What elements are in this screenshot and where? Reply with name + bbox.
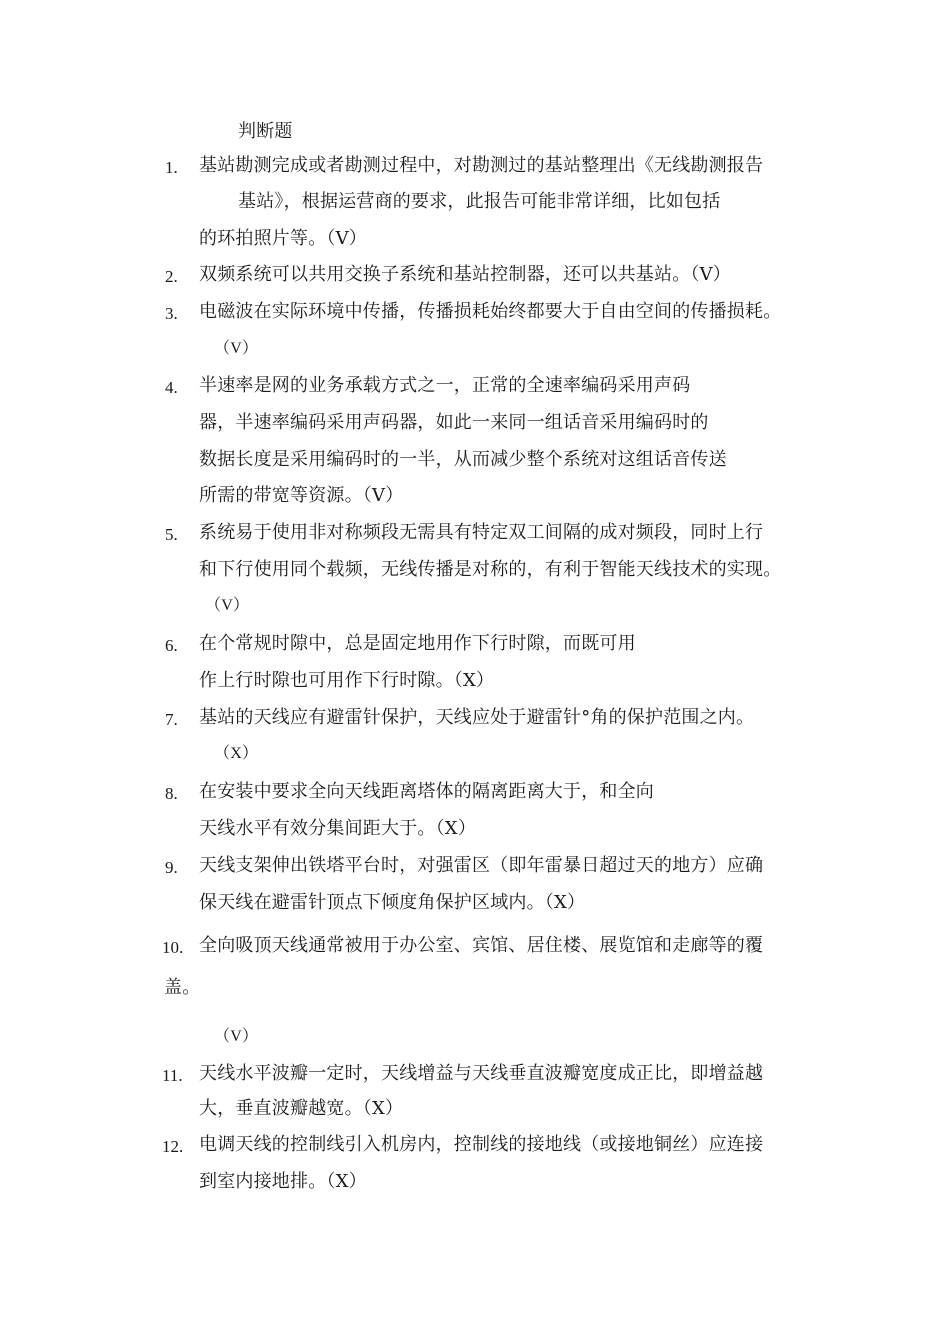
question-text: 盖。 [164, 977, 201, 998]
question-text: 全向吸顶天线通常被用于办公室、宾馆、居住楼、展览馆和走廊等的覆 [199, 935, 764, 956]
answer-mark: （V） [214, 340, 259, 357]
question-text: 在安装中要求全向天线距离塔体的隔离距离大于，和全向 [199, 781, 654, 802]
question-text: 的环拍照片等。（V） [199, 228, 367, 249]
question-text: 基站勘测完成或者勘测过程中，对勘测过的基站整理出《无线勘测报告 [199, 155, 764, 176]
question-text: 在个常规时隙中，总是固定地用作下行时隙，而既可用 [199, 633, 636, 654]
question-number: 1. [165, 158, 178, 177]
question-text: 基站的天线应有避雷针保护，天线应处于避雷针°角的保护范围之内。 [199, 707, 755, 728]
page-title: 判断题 [238, 121, 293, 142]
question-text: 所需的带宽等资源。（V） [199, 485, 404, 506]
question-text: 天线水平有效分集间距大于。（X） [199, 818, 477, 839]
question-text: 双频系统可以共用交换子系统和基站控制器，还可以共基站。（V） [199, 264, 731, 285]
answer-mark: （V） [205, 597, 250, 614]
question-text: 电磁波在实际环境中传播，传播损耗始终都要大于自由空间的传播损耗。 [199, 301, 782, 322]
question-text: 电调天线的控制线引入机房内，控制线的接地线（或接地铜丝）应连接 [199, 1134, 764, 1155]
question-number: 5. [165, 525, 178, 544]
question-number: 10. [162, 938, 184, 957]
answer-mark: （X） [214, 745, 259, 762]
question-number: 4. [165, 378, 178, 397]
question-number: 6. [165, 636, 178, 655]
question-text: 大，垂直波瓣越宽。（X） [199, 1098, 404, 1119]
question-text: 和下行使用同个载频，无线传播是对称的，有利于智能天线技术的实现。 [199, 559, 782, 580]
question-number: 8. [165, 784, 178, 803]
question-number: 12. [162, 1137, 184, 1156]
answer-mark: （V） [214, 1028, 259, 1045]
question-text: 半速率是网的业务承载方式之一，正常的全速率编码采用声码 [199, 375, 691, 396]
question-text: 器，半速率编码采用声码器，如此一来同一组话音采用编码时的 [199, 412, 709, 433]
question-text: 基站》，根据运营商的要求，此报告可能非常详细，比如包括 [238, 191, 721, 212]
question-text: 数据长度是采用编码时的一半，从而减少整个系统对这组话音传送 [199, 449, 727, 470]
question-text: 到室内接地排。（X） [199, 1171, 367, 1192]
question-text: 作上行时隙也可用作下行时隙。（X） [199, 670, 495, 691]
question-number: 7. [165, 710, 178, 729]
question-number: 3. [165, 304, 178, 323]
question-number: 2. [165, 267, 178, 286]
question-text: 天线水平波瓣一定时，天线增益与天线垂直波瓣宽度成正比，即增益越 [199, 1063, 764, 1084]
question-number: 11. [162, 1066, 183, 1085]
question-number: 9. [165, 858, 178, 877]
question-text: 保天线在避雷针顶点下倾度角保护区域内。（X） [199, 892, 586, 913]
question-text: 天线支架伸出铁塔平台时，对强雷区（即年雷暴日超过天的地方）应确 [199, 855, 764, 876]
question-text: 系统易于使用非对称频段无需具有特定双工间隔的成对频段，同时上行 [199, 522, 764, 543]
